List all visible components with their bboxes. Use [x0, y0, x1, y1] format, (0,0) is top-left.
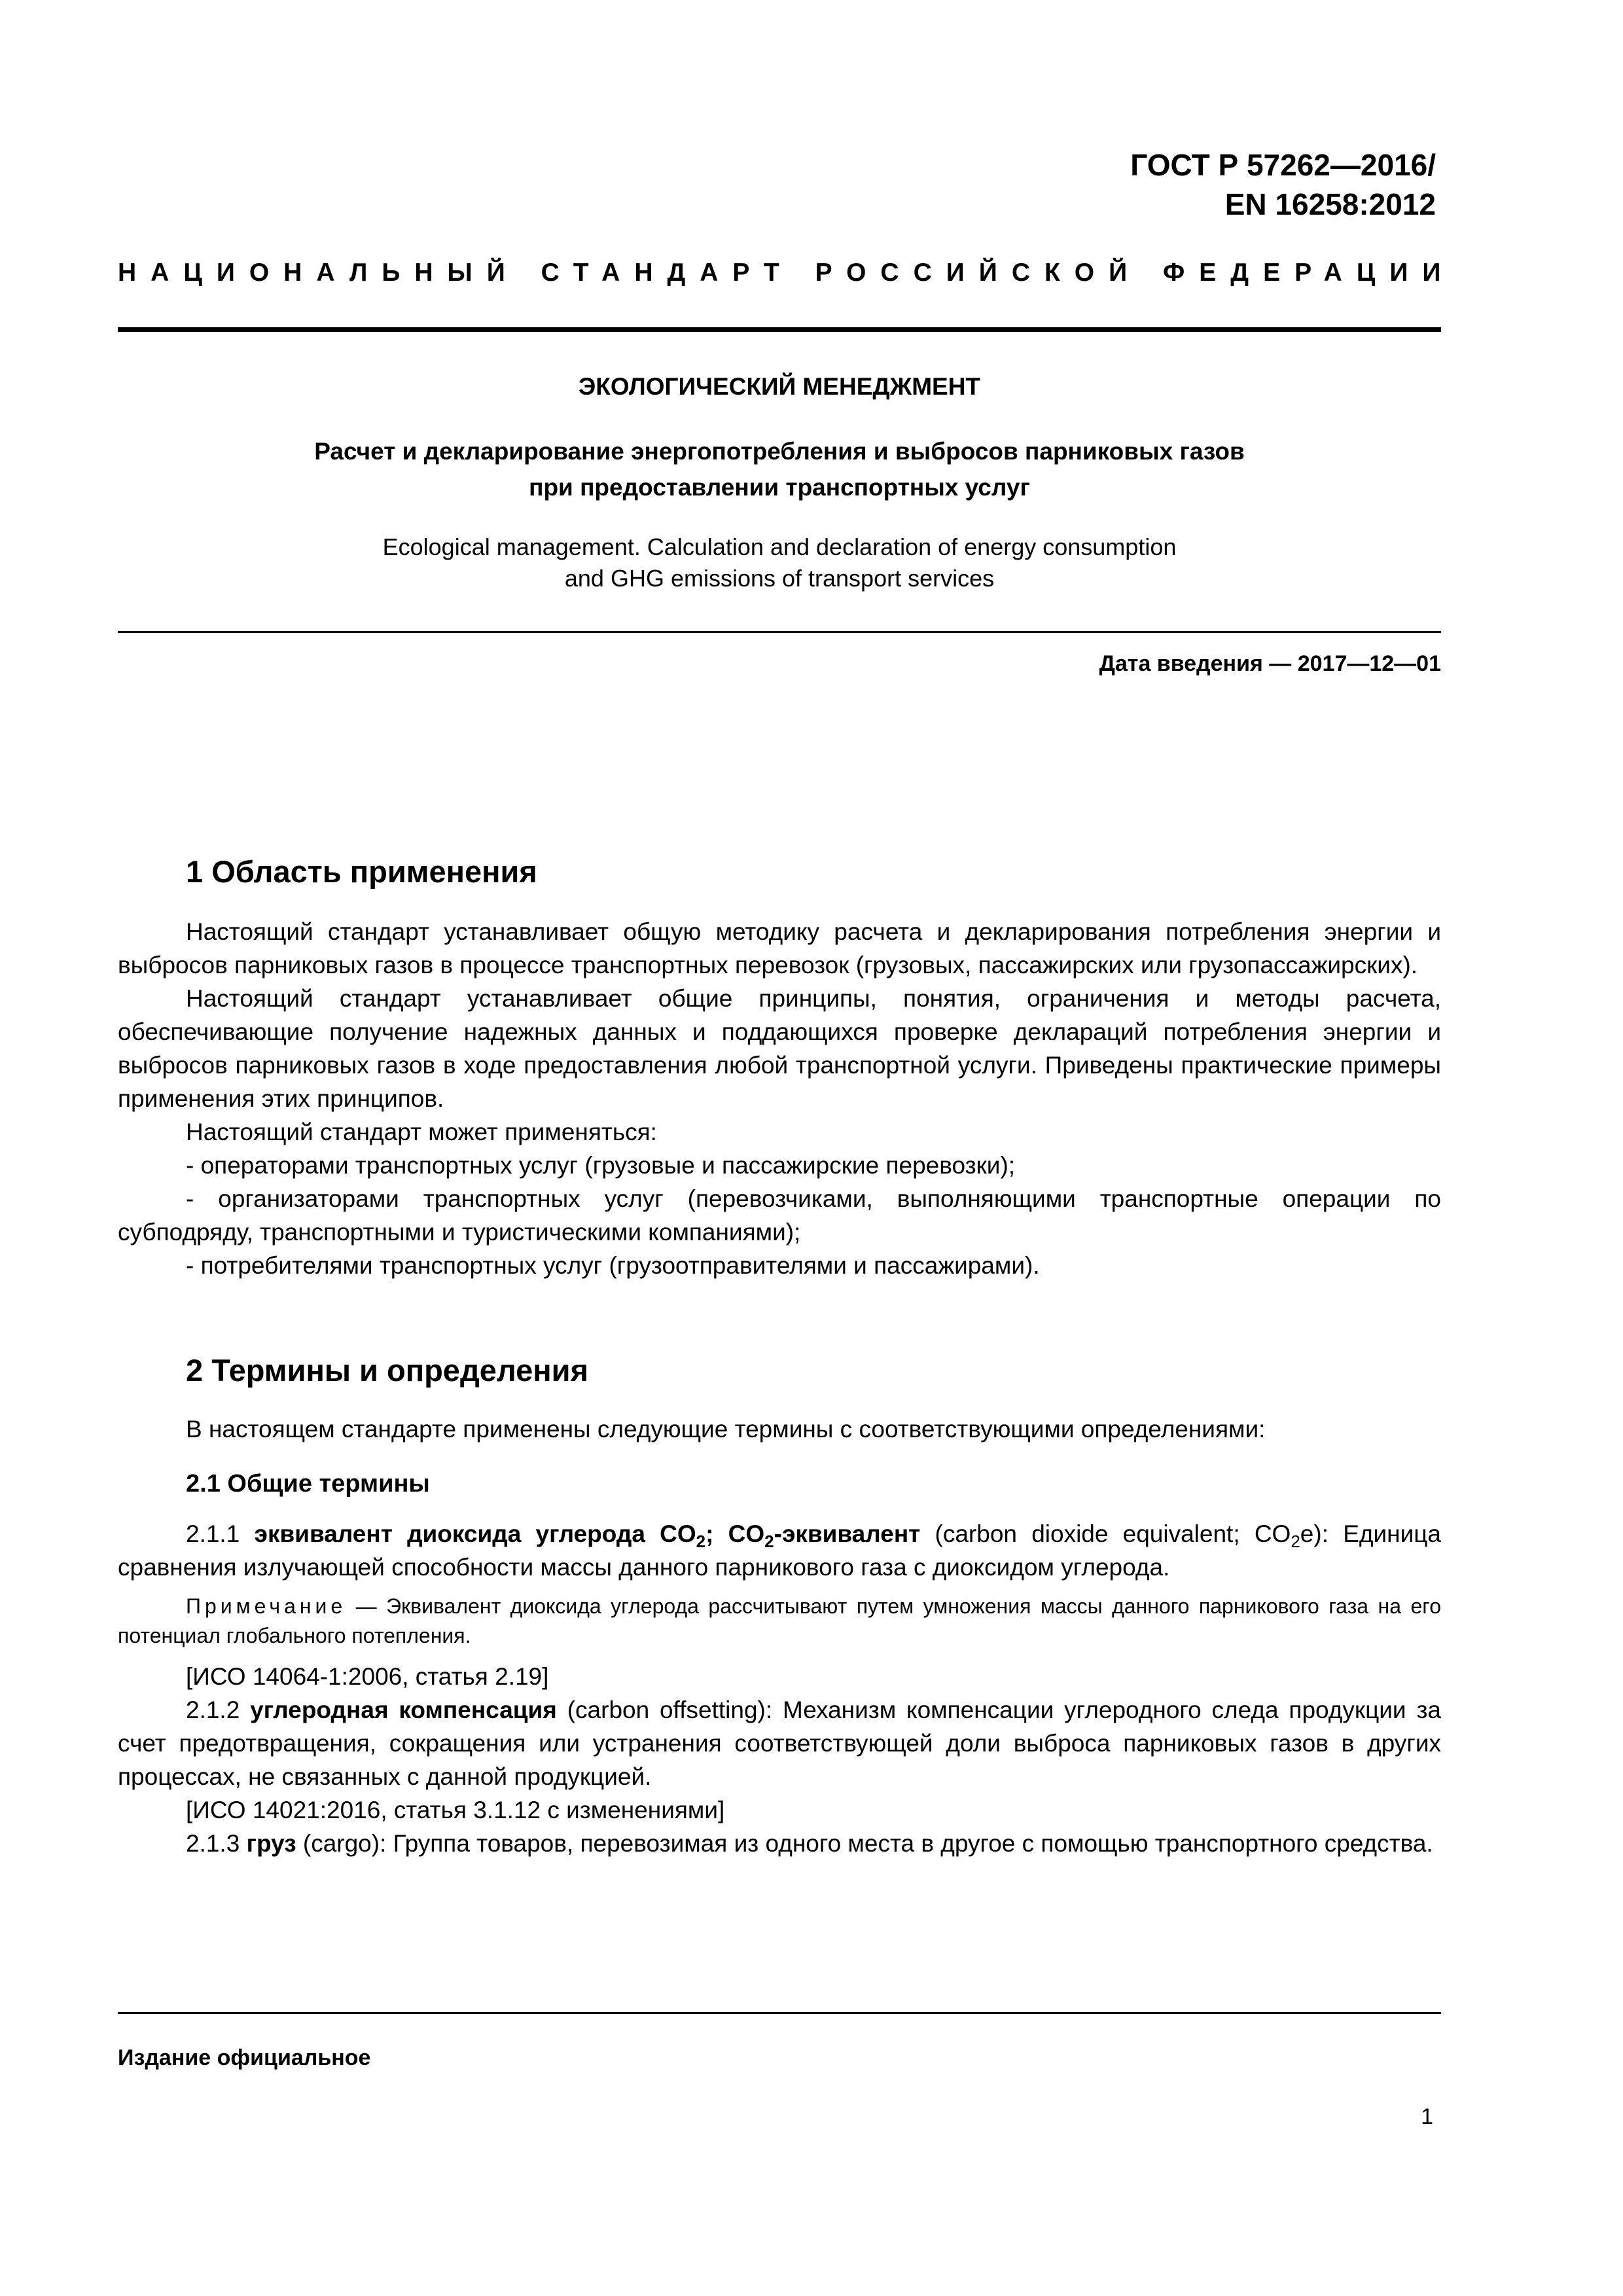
reference: [ИСО 14021:2016, статья 3.1.12 с изменениями] — [186, 1797, 725, 1823]
section-1-paragraph: Настоящий стандарт устанавливает общие принципы, понятия, ограничения и методы расчета, обеспечивающие получение надежных данных и поддающихся проверке деклараций потребления энергии и выбросов парниковых газов в ходе предоставления любой транспортной услуги. Приведены практические примеры применения этих принципов. — [118, 985, 1441, 1112]
section-2-heading: 2 Термины и определения — [186, 1353, 588, 1388]
term-number: 2.1.3 — [186, 1830, 240, 1857]
section-1-heading: 1 Область применения — [186, 854, 537, 889]
document-code — [1130, 145, 1436, 224]
section-2-intro-text: В настоящем стандарте применены следующие термины с соответствующими определениями: — [186, 1416, 1266, 1443]
header-divider — [118, 327, 1441, 332]
subtitle-line2: при предоставлении транспортных услуг — [529, 474, 1030, 501]
note — [118, 1592, 1441, 1651]
english-title-line2: and GHG emissions of transport services — [564, 565, 995, 592]
standard-subtitle — [118, 433, 1441, 505]
note-text: — Эквивалент диоксида углерода рассчитывают путем умножения массы данного парникового газа на его потенциал глобального потепления. — [118, 1594, 1442, 1647]
term-name: углеродная компенсация — [250, 1696, 557, 1723]
edition-label: Издание официальное — [118, 2045, 371, 2070]
list-item: - потребителями транспортных услуг (грузоотправителями и пассажирами). — [186, 1252, 1040, 1279]
introduction-date: Дата введения — 2017—12—01 — [1099, 651, 1441, 676]
section-1-paragraph: Настоящий стандарт устанавливает общую методику расчета и декларирования потребления энергии и выбросов парниковых газов в процессе транспортных перевозок (грузовых, пассажирских или грузопассажирских). — [118, 918, 1441, 978]
list-item: - организаторами транспортных услуг (перевозчиками, выполняющими транспортные операции по субподряду, транспортными и туристическими компаниями); — [118, 1185, 1441, 1246]
term-2-1-1 — [118, 1517, 1441, 1584]
term-name: груз — [246, 1830, 296, 1857]
note-label: Примечание — [186, 1594, 347, 1618]
term-number: 2.1.1 — [186, 1520, 240, 1547]
list-item: - операторами транспортных услуг (грузовые и пассажирские перевозки); — [186, 1152, 1016, 1179]
subsection-2-1-heading: 2.1 Общие термины — [186, 1470, 430, 1498]
term-number: 2.1.2 — [186, 1696, 240, 1723]
national-standard-banner: НАЦИОНАЛЬНЫЙ СТАНДАРТ РОССИЙСКОЙ ФЕДЕРАЦИИ — [118, 259, 1455, 287]
section-1-body — [118, 915, 1441, 1282]
subtitle-line1: Расчет и декларирование энергопотребления и выбросов парниковых газов — [314, 438, 1245, 465]
english-title-line1: Ecological management. Calculation and declaration of energy consumption — [382, 533, 1177, 560]
term-2-1-3 — [118, 1827, 1441, 1860]
page-number: 1 — [1421, 2104, 1433, 2129]
document-code-line1: ГОСТ Р 57262—2016/ — [1130, 148, 1436, 182]
term-english: (carbon dioxide equivalent; $CO_2e$): — [935, 1520, 1329, 1551]
note-paragraph — [118, 1592, 1441, 1651]
term-definition: (cargo): Группа товаров, перевозимая из одного места в другое с помощью транспортного средства. — [302, 1830, 1433, 1857]
footer-divider — [118, 2012, 1441, 2014]
terms-continued — [118, 1660, 1441, 1860]
english-title — [118, 531, 1441, 594]
section-2-intro — [118, 1412, 1441, 1446]
reference: [ИСО 14064-1:2006, статья 2.19] — [186, 1663, 549, 1690]
term-definition: Единица сравнения излучающей способности массы данного парникового газа с диоксидом углерода. — [118, 1520, 1442, 1581]
term-definition: (carbon offsetting): Механизм компенсации углеродного следа продукции за счет предотвращения, сокращения или устранения соответствующей доли выброса парниковых газов в других процессах, не связанных с данной продукцией. — [118, 1696, 1441, 1790]
section-1-paragraph: Настоящий стандарт может применяться: — [186, 1119, 657, 1145]
document-code-line2: EN 16258:2012 — [1224, 187, 1436, 221]
term-2-1-2 — [118, 1693, 1441, 1793]
standard-title: ЭКОЛОГИЧЕСКИЙ МЕНЕДЖМЕНТ — [578, 373, 981, 400]
term-name: эквивалент диоксида углерода $CO_2$; $CO_2$-эквивалент — [254, 1520, 921, 1551]
term-2-1-1-paragraph — [118, 1517, 1441, 1584]
title-divider — [118, 631, 1441, 633]
